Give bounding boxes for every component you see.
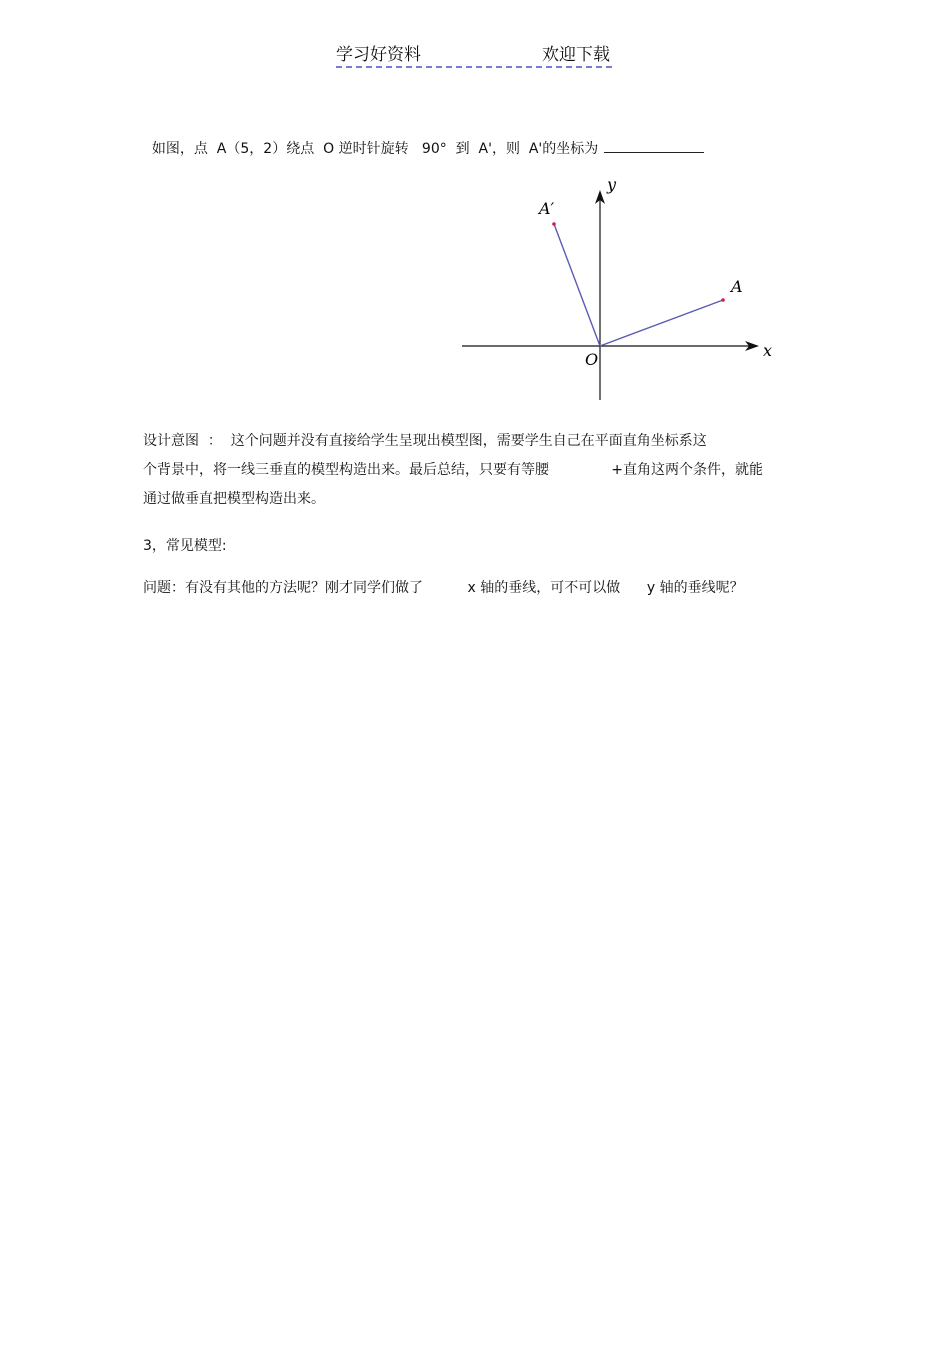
design-intent-line-1: 设计意图 ： 这个问题并没有直接给学生呈现出模型图，需要学生自己在平面直角坐标系这 [143,433,707,449]
header-right-text: 欢迎下载 [542,45,610,65]
segment-oa [600,300,723,346]
figure-svg [455,170,785,405]
point-a-prime [552,222,556,226]
answer-blank [604,140,704,153]
design-intent-line-2: 个背景中，将一线三垂直的模型构造出来。最后总结，只要有等腰 +直角这两个条件，就能 [143,462,764,478]
question-text: 如图，点 A（5，2）绕点 O 逆时针旋转 90° 到 A'，则 A'的坐标为 [151,141,599,157]
label-y: y [607,175,617,194]
header-left-text: 学习好资料 [336,45,421,65]
label-x: x [763,341,773,360]
section-3-title: 3，常见模型: [143,538,227,554]
page-header [336,40,612,68]
question-2-text: 问题：有没有其他的方法呢？刚才同学们做了 x 轴的垂线，可不可以做 y 轴的垂线呢？ [143,580,744,596]
label-origin: O [585,350,599,369]
coordinate-figure [455,170,785,405]
design-intent-line-3: 通过做垂直把模型构造出来。 [143,491,325,507]
label-a-prime: A′ [539,199,555,218]
question-line [143,122,704,158]
segment-oa-prime [554,224,600,346]
point-a [721,298,725,302]
label-a: A [731,277,743,296]
